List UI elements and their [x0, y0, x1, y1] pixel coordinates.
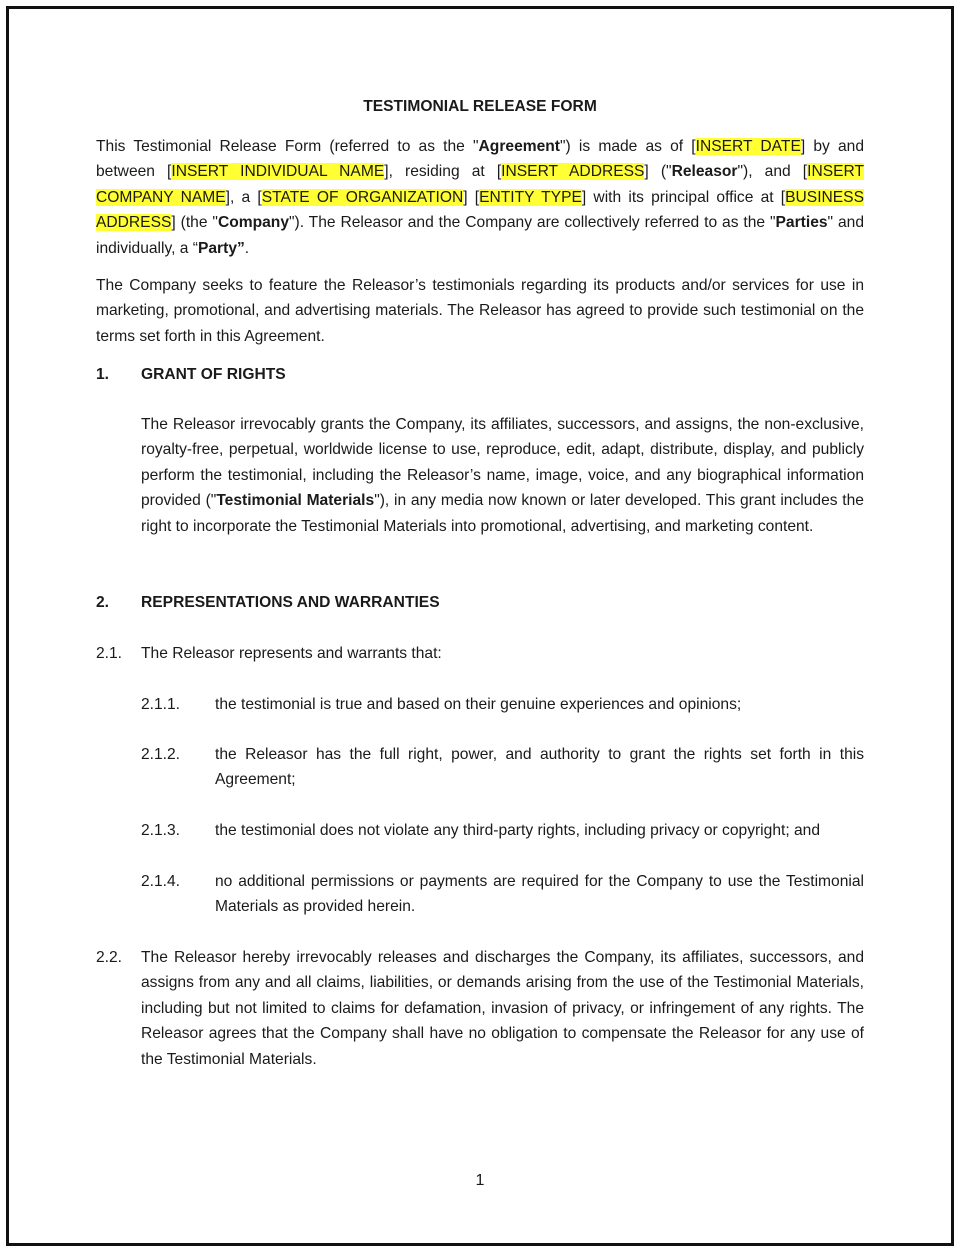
intro-text: ] with its principal office at [ [581, 188, 786, 206]
clause-number: 2.1.4. [141, 873, 181, 890]
placeholder-business-address: BUSINESS ADDRESS [96, 188, 864, 232]
intro-text: " and individually, a “ [96, 214, 865, 257]
intro-defined-term: Parties [775, 214, 828, 232]
section-text: "), in any media now known or later developed. This grant includes the right to incorporate the Testimonial Materials into promotional, advertising, and marketing content. [141, 492, 864, 535]
clause-number: 2.1.2. [141, 746, 181, 763]
placeholder-address: INSERT ADDRESS [501, 163, 645, 181]
clause-number: 2.1. [96, 645, 123, 662]
section-number: 2. [96, 594, 110, 611]
intro-text: ] (the " [171, 214, 218, 232]
section-number: 1. [96, 366, 110, 383]
intro-paragraph [96, 134, 864, 261]
purpose-paragraph: The Company seeks to feature the Releasor’s testimonials regarding its products and/or services for use in marketing, promotional, and advertising materials. The Releasor has agreed to provide such testimonial on the terms set forth in this Agreement. [96, 277, 864, 345]
clause-number: 2.1.1. [141, 696, 181, 713]
document-title: TESTIMONIAL RELEASE FORM [363, 98, 597, 115]
clause-text: the testimonial is true and based on their genuine experiences and opinions; [215, 696, 742, 713]
section-text: The Releasor irrevocably grants the Company, its affiliates, successors, and assigns, the non-exclusive, royalty-free, perpetual, worldwide license to use, reproduce, edit, adapt, distribute, display, and publicly perform the testimonial, including the Releasor’s name, image, voice, and any biographical information provided (" [141, 416, 864, 510]
clause-text: no additional permissions or payments are required for the Company to use the Testimonial Materials as provided herein. [215, 873, 864, 916]
clause-text: the Releasor has the full right, power, and authority to grant the rights set forth in this Agreement; [215, 746, 864, 789]
intro-text: ], residing at [ [384, 163, 502, 181]
defined-term: Testimonial Materials [216, 492, 375, 510]
intro-text: "). The Releasor and the Company are collectively referred to as the " [289, 214, 776, 232]
placeholder-individual-name: INSERT INDIVIDUAL NAME [171, 163, 385, 181]
intro-defined-term: Releasor [671, 163, 738, 181]
intro-text: This Testimonial Release Form (referred to as the " [96, 138, 479, 155]
clause-text: The Releasor hereby irrevocably releases and discharges the Company, its affiliates, successors, and assigns from any and all claims, liabilities, or demands arising from the use of the Testimonial Materials, including but not limited to claims for defamation, invasion of privacy, or infringement of any rights. The Releasor agrees that the Company shall have no obligation to compensate the Releasor for any use of the Testimonial Materials. [141, 949, 864, 1068]
intro-text: ] [ [463, 188, 480, 206]
clause-text: The Releasor represents and warrants that: [141, 645, 442, 662]
placeholder-date: INSERT DATE [695, 138, 801, 155]
placeholder-company-name: INSERT COMPANY NAME [96, 163, 865, 206]
placeholder-state: STATE OF ORGANIZATION [261, 188, 464, 206]
page-number: 1 [475, 1172, 485, 1189]
section-title: GRANT OF RIGHTS [141, 366, 286, 383]
intro-defined-term: Party” [197, 239, 245, 257]
intro-text: ], a [ [225, 188, 262, 206]
section-1-text [141, 412, 864, 539]
intro-text: "), and [ [737, 163, 808, 181]
clause-text: the testimonial does not violate any third-party rights, including privacy or copyright; and [215, 822, 821, 839]
intro-defined-term: Company [217, 214, 289, 232]
intro-text: ") is made as of [ [560, 138, 696, 155]
clause-number: 2.1.3. [141, 822, 181, 839]
placeholder-entity-type: ENTITY TYPE [479, 188, 582, 206]
section-title: REPRESENTATIONS AND WARRANTIES [141, 594, 440, 611]
intro-text: . [244, 239, 250, 257]
intro-text: ] (" [644, 163, 672, 181]
intro-text: ] by and between [ [96, 138, 865, 181]
intro-defined-term: Agreement [478, 138, 561, 155]
clause-number: 2.2. [96, 949, 123, 966]
